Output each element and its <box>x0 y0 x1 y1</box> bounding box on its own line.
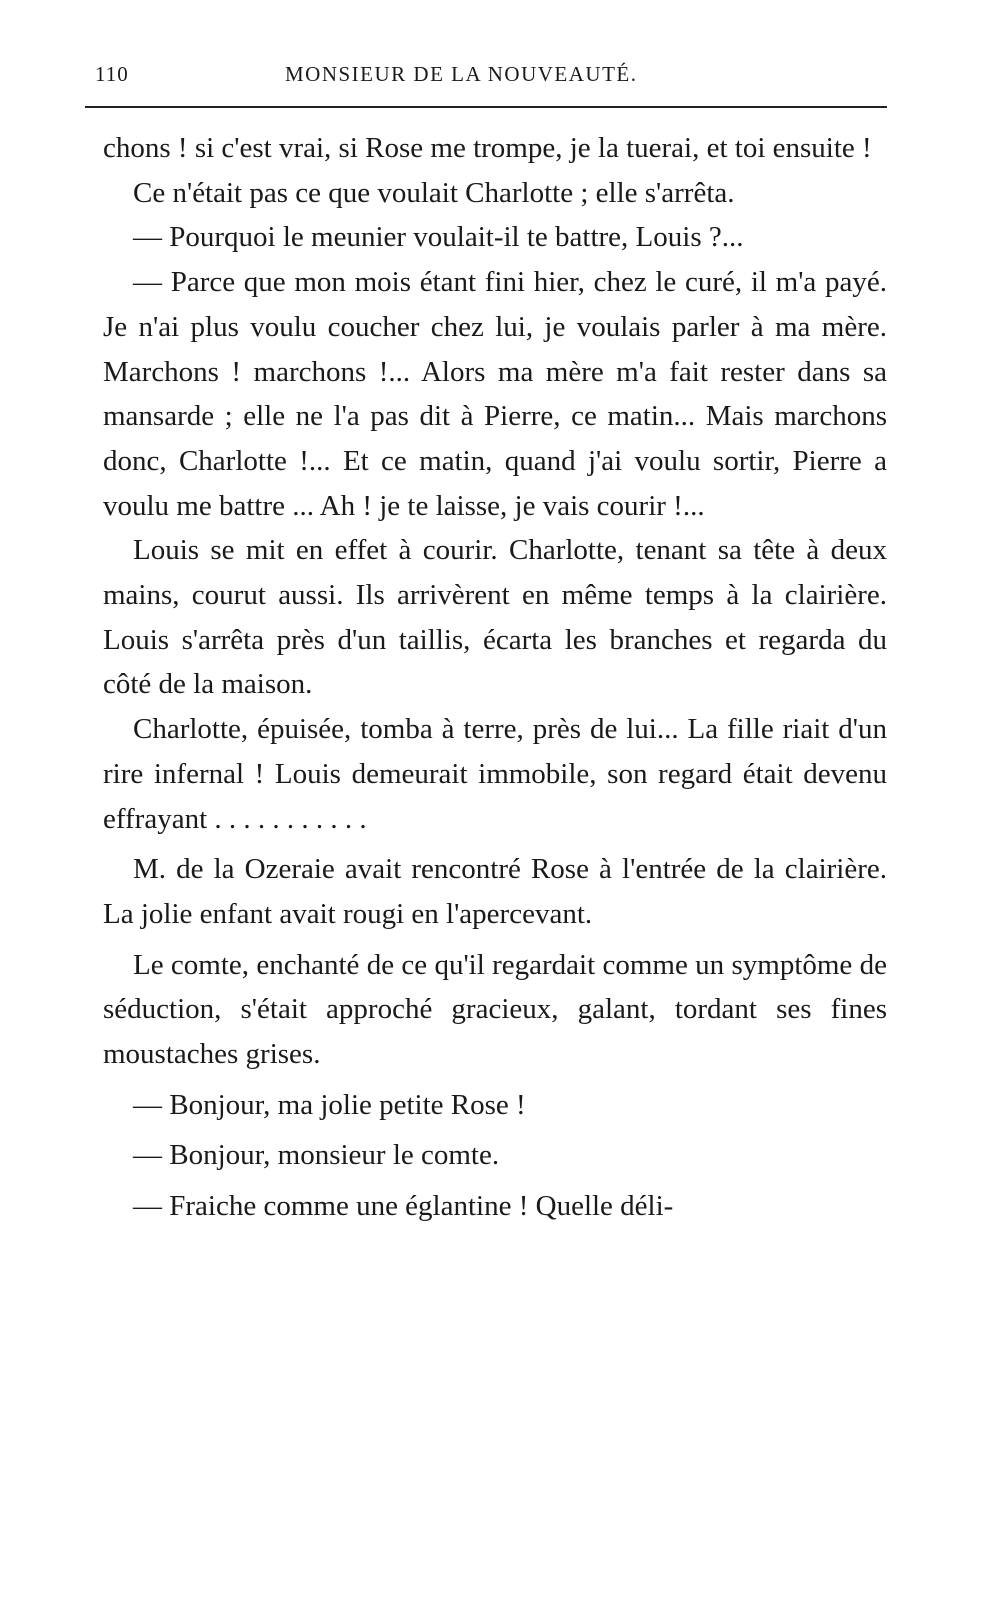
paragraph: Le comte, enchanté de ce qu'il regardait comme un symptôme de séduction, s'était approché gracieux, galant, tordant ses fines moustaches grises. <box>103 948 887 1071</box>
dialogue-line: — Bonjour, monsieur le comte. <box>133 1139 500 1172</box>
paragraph: M. de la Ozeraie avait rencontré Rose à l'entrée de la clairière. La jolie enfant avait rougi en l'apercevant. <box>103 853 887 930</box>
dialogue-line: — Bonjour, ma jolie petite Rose ! <box>133 1088 526 1121</box>
paragraph: — Pourquoi le meunier voulait-il te battre, Louis ?... <box>133 221 744 254</box>
paragraph: Ce n'était pas ce que voulait Charlotte ; elle s'arrêta. <box>133 176 735 209</box>
dialogue-line: — Fraiche comme une églantine ! Quelle déli- <box>133 1190 674 1223</box>
paragraph: — Parce que mon mois étant fini hier, chez le curé, il m'a payé. Je n'ai plus voulu coucher chez lui, je voulais parler à ma mère. Marchons ! marchons !... Alors ma mère m'a fait rester dans sa mansarde ; elle ne l'a pas dit à Pierre, ce matin... Mais marchons donc, Charlotte !... Et ce matin, quand j'ai voulu sortir, Pierre a voulu me battre ... Ah ! je te laisse, je vais courir !... <box>103 266 887 522</box>
page-header <box>85 60 887 92</box>
paragraph: Charlotte, épuisée, tomba à terre, près de lui... La fille riait d'un rire infernal ! Louis demeurait immobile, son regard était devenu effrayant . . . . . . . . . . . <box>103 713 887 835</box>
page-number: 110 <box>95 62 129 86</box>
body-text <box>103 126 887 1229</box>
paragraph: chons ! si c'est vrai, si Rose me trompe, je la tuerai, et toi ensuite ! <box>103 132 872 164</box>
running-title: MONSIEUR DE LA NOUVEAUTÉ. <box>285 62 638 86</box>
paragraph: Louis se mit en effet à courir. Charlotte, tenant sa tête à deux mains, courut aussi. Ils arrivèrent en même temps à la clairière. Louis s'arrêta près d'un taillis, écarta les branches et regarda du côté de la maison. <box>103 534 887 701</box>
header-rule <box>85 106 887 108</box>
